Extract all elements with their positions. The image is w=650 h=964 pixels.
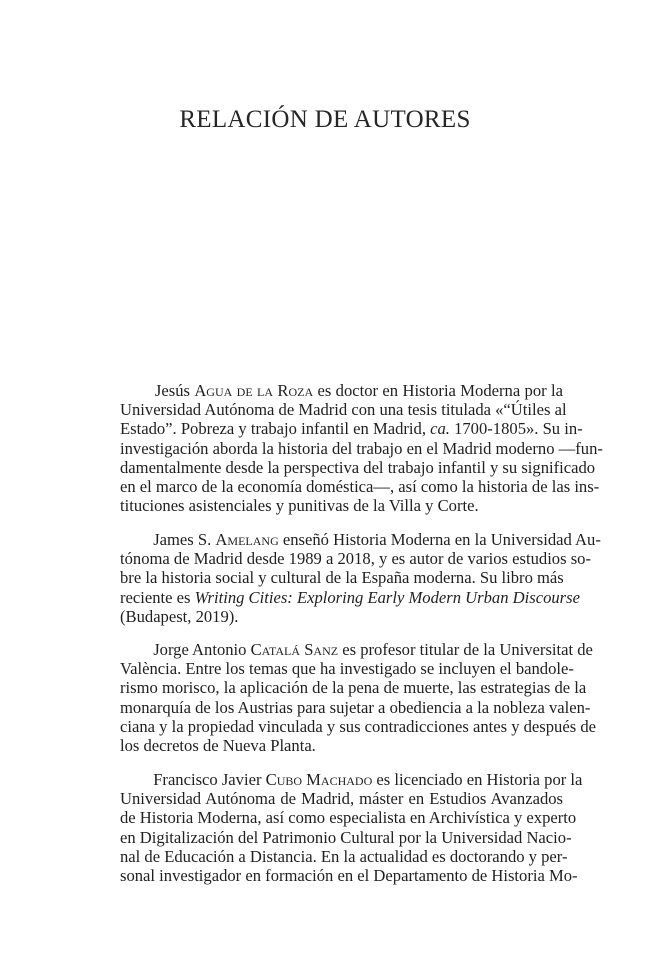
bio-line: bre la historia social y cultural de la España moderna. Su libro más: [120, 568, 564, 588]
author-first-name: Jorge Antonio: [153, 640, 251, 659]
author-first-name: James S.: [153, 530, 216, 549]
author-bio-catala-sanz: [120, 640, 596, 756]
bio-line: rismo morisco, la aplicación de la pena de muerte, las estrategias de la: [120, 678, 587, 698]
bio-line: Universidad Autónoma de Madrid, máster en Estudios Avanzados: [120, 789, 563, 809]
bio-line: sonal investigador en formación en el Departamento de Historia Mo-: [120, 866, 578, 886]
bio-line: Universidad Autónoma de Madrid con una tesis titulada «“Útiles al: [120, 400, 567, 420]
bio-line: en el marco de la economía doméstica—, así como la historia de las ins-: [120, 477, 600, 497]
author-first-name: Francisco Javier: [153, 770, 266, 789]
bio-line: València. Entre los temas que ha investigado se incluyen el bandole-: [120, 659, 574, 679]
bio-line: en Digitalización del Patrimonio Cultural por la Universidad Nacio-: [120, 827, 572, 847]
bio-line: investigación aborda la historia del trabajo en el Madrid moderno —fun-: [120, 438, 603, 458]
author-surname: Cubo Machado: [265, 770, 373, 789]
author-bio-amelang: [120, 530, 601, 626]
bio-line: los decretos de Nueva Planta.: [120, 736, 316, 756]
bio-line: Estado”. Pobreza y trabajo infantil en Madrid, ca. 1700-1805». Su in-: [120, 419, 583, 439]
bio-line: tituciones asistenciales y punitivas de la Villa y Corte.: [120, 496, 479, 516]
bio-line: Jesús Agua de la Roza es doctor en Historia Moderna por la: [154, 381, 564, 400]
bio-line: Jorge Antonio Catalá Sanz es profesor titular de la Universitat de: [153, 640, 593, 659]
bio-line: nal de Educación a Distancia. En la actualidad es doctorando y per-: [120, 846, 568, 866]
bio-line: tónoma de Madrid desde 1989 a 2018, y es autor de varios estudios so-: [120, 549, 591, 569]
author-bio-agua-de-la-roza: [120, 381, 603, 516]
bio-line: (Budapest, 2019).: [120, 606, 239, 626]
bio-line: James S. Amelang enseñó Historia Moderna en la Universidad Au-: [153, 530, 601, 549]
bio-line: de Historia Moderna, así como especialista en Archivística y experto: [120, 808, 577, 828]
author-surname: Amelang: [215, 530, 279, 549]
author-surname: Catalá Sanz: [250, 640, 339, 659]
book-title: Writing Cities: Exploring Early Modern Urban Discourse: [194, 587, 580, 607]
page-title: RELACIÓN DE AUTORES: [179, 106, 471, 133]
bio-line: Francisco Javier Cubo Machado es licenciado en Historia por la: [153, 770, 583, 789]
bio-line: damentalmente desde la perspectiva del trabajo infantil y su significado: [120, 457, 596, 477]
bio-line: monarquía de los Austrias para sujetar a obediencia a la nobleza valen-: [120, 697, 591, 717]
author-first-name: Jesús: [154, 381, 195, 400]
author-bio-cubo-machado: [120, 770, 583, 886]
bio-line: ciana y la propiedad vinculada y sus contradicciones antes y después de: [120, 716, 596, 736]
author-surname: Agua de la Roza: [194, 381, 314, 400]
bio-line: reciente es Writing Cities: Exploring Early Modern Urban Discourse: [120, 587, 580, 607]
